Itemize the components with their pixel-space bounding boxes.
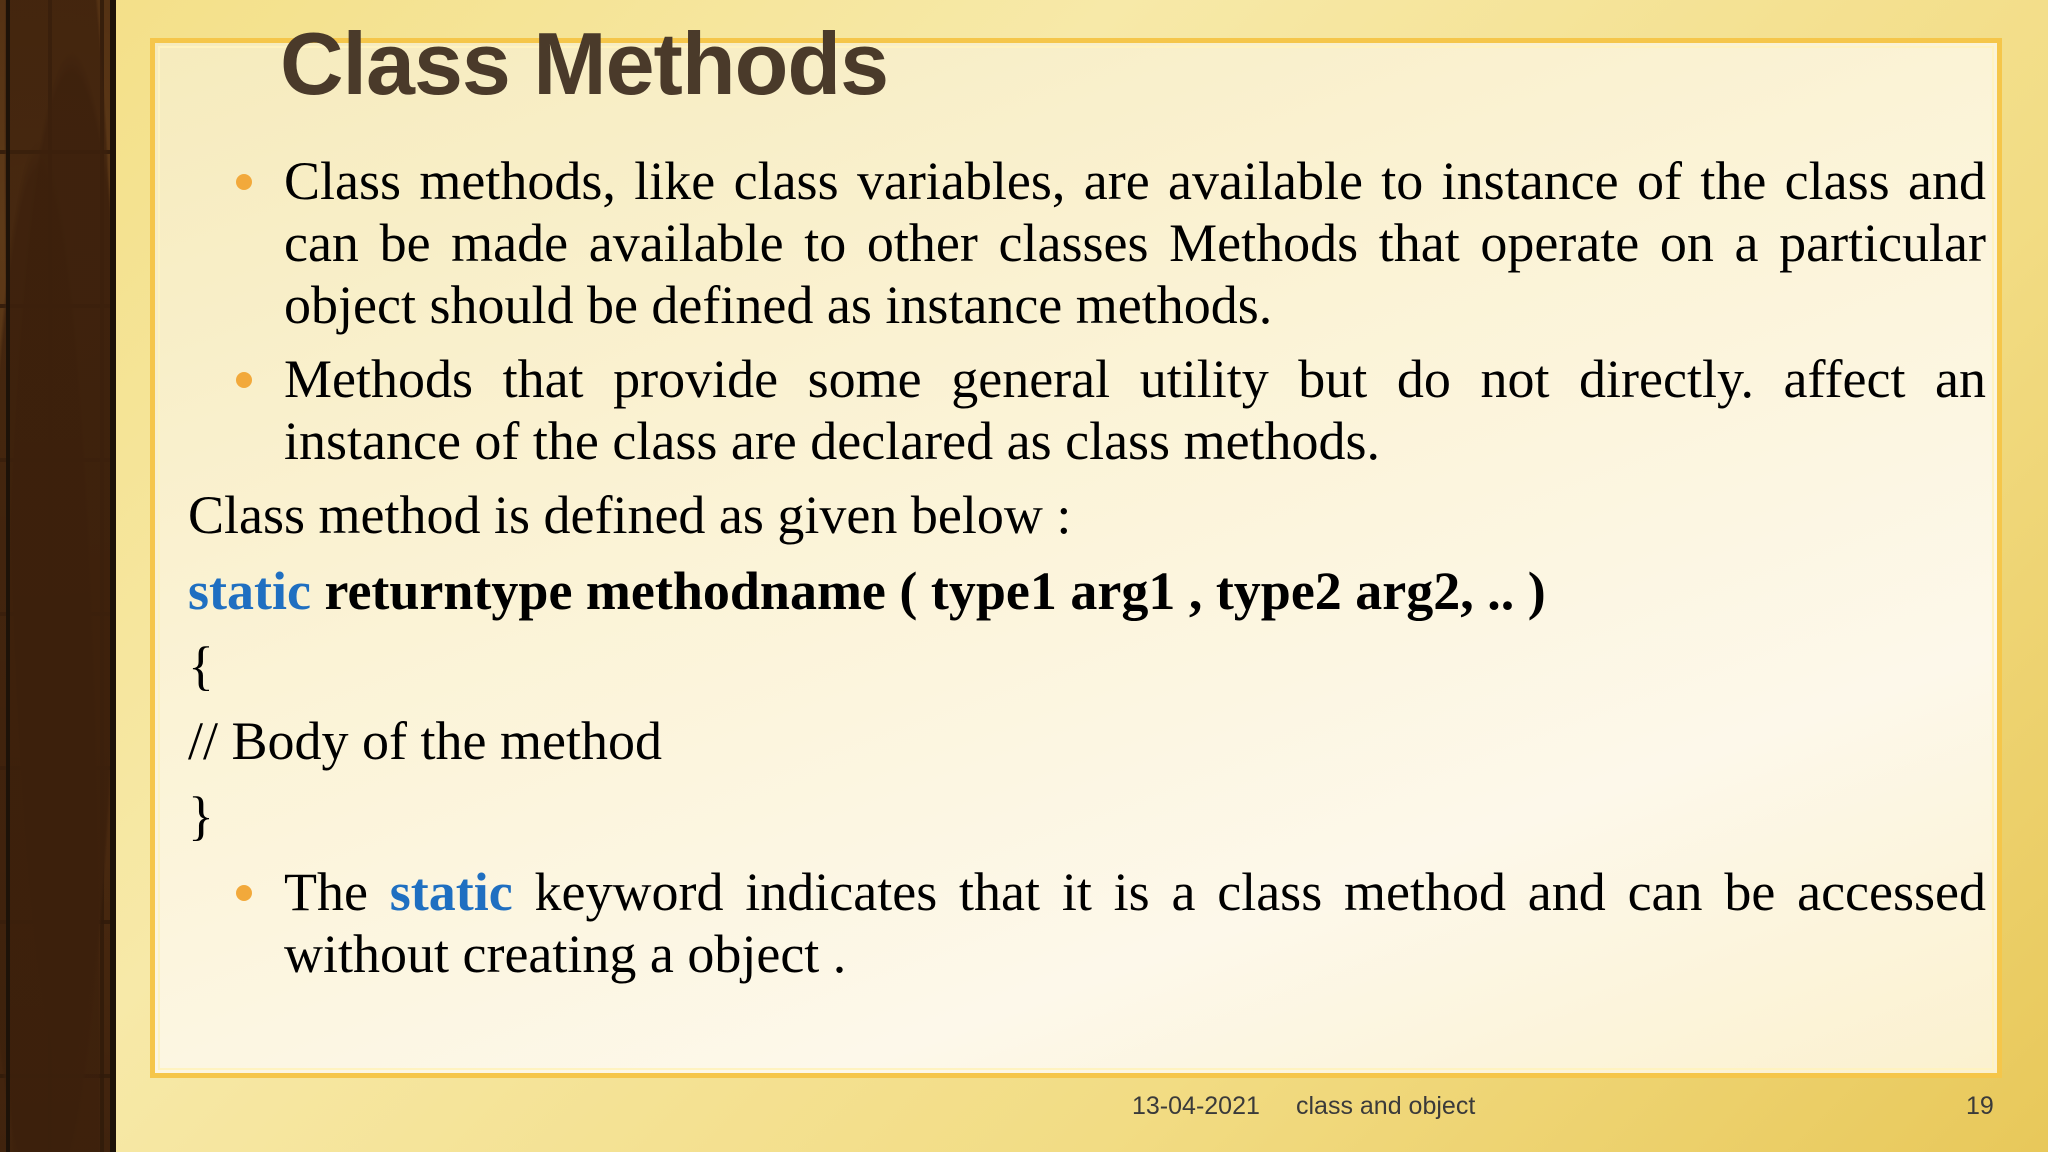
method-syntax <box>188 560 1986 622</box>
bullet-text: Class methods, like class variables, are available to instance of the class and can be made available to other classes Methods that operate on a particular object should be defined as instance methods. <box>284 151 1986 335</box>
syntax-keyword: static <box>188 561 311 621</box>
close-brace: } <box>188 786 214 846</box>
bullet-text-suffix: keyword indicates that it is a class method and can be accessed without creating a object . <box>284 862 1986 984</box>
slide-content <box>188 150 1986 997</box>
footer-date: 13-04-2021 <box>1132 1092 1260 1120</box>
footer-topic: class and object <box>1296 1092 1476 1120</box>
open-brace: { <box>188 636 214 696</box>
definition-intro: Class method is defined as given below : <box>188 485 1072 545</box>
bullet-dot-icon <box>236 885 252 901</box>
bullet-dot-icon <box>236 174 252 190</box>
bullet-keyword: static <box>389 862 513 922</box>
bullet-text-prefix: The <box>284 862 390 922</box>
decorative-side-strip <box>0 0 116 1152</box>
body-comment: // Body of the method <box>188 711 662 771</box>
bullet-dot-icon <box>236 372 252 388</box>
bullet-text: Methods that provide some general utility but do not directly. affect an instance of the class are declared as class methods. <box>284 349 1986 471</box>
bullet-item <box>236 861 1986 985</box>
footer-page-number: 19 <box>1966 1092 1994 1120</box>
syntax-signature: returntype methodname ( type1 arg1 , type2 arg2, .. ) <box>310 561 1546 621</box>
bullet-item <box>236 150 1986 336</box>
bullet-item <box>236 348 1986 472</box>
slide-title: Class Methods <box>280 14 889 113</box>
